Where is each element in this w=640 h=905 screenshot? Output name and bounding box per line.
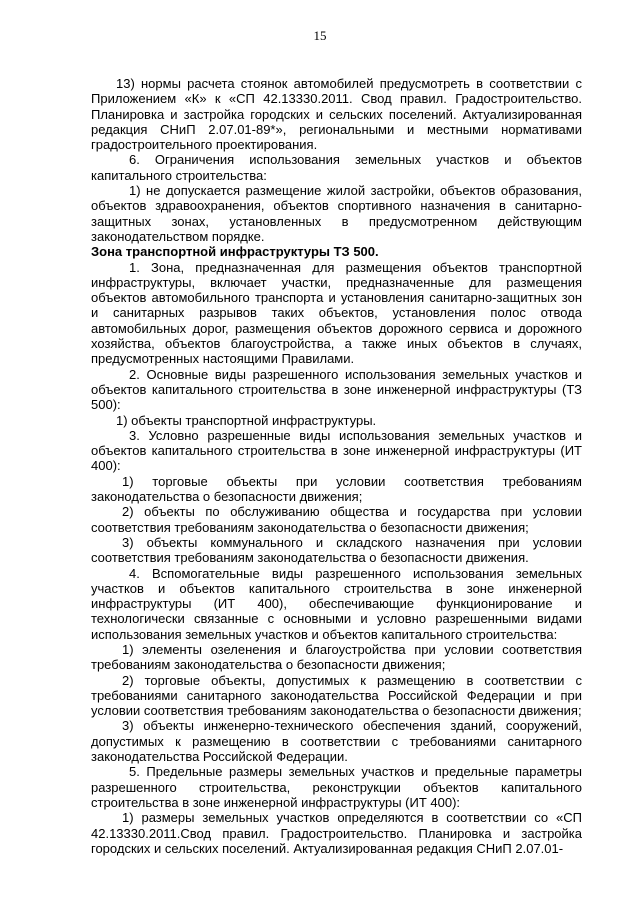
paragraph-conditional-use-item: 2) объекты по обслуживанию общества и государства при условии соответствия требованиям законодательства о безопасности движения; (91, 504, 582, 535)
paragraph-restriction-item: 1) не допускается размещение жилой застройки, объектов образования, объектов здравоохранения, объектов спортивного назначения в санитарно-защитных зонах, установленных в предусмотренном действующим законодательством порядке. (91, 183, 582, 244)
section-heading: Зона транспортной инфраструктуры ТЗ 500. (91, 244, 379, 260)
paragraph-main-uses: 2. Основные виды разрешенного использования земельных участков и объектов капитального строительства в зоне инженерной инфраструктуры (ТЗ 500): (91, 366, 582, 413)
paragraph-auxiliary-use-item: 2) торговые объекты, допустимых к размещению в соответствии с требованиями санитарного законодательства Российской Федерации и при условии соответствия требованиям законодательства о безопасности движения; (91, 672, 582, 719)
paragraph-conditional-use-item: 1) торговые объекты при условии соответствия требованиям законодательства о безопасности движения; (91, 473, 582, 505)
document-body (91, 76, 582, 856)
paragraph-conditional-use-item: 3) объекты коммунального и складского назначения при условии соответствия требованиям законодательства о безопасности движения. (91, 534, 582, 566)
paragraph-auxiliary-use-item: 1) элементы озеленения и благоустройства при условии соответствия требованиям законодательства о безопасности движения; (91, 641, 582, 673)
paragraph-auxiliary-use-item: 3) объекты инженерно-технического обеспечения зданий, сооружений, допустимых к размещению в соответствии с требованиями санитарного законодательства Российской Федерации. (91, 718, 582, 765)
paragraph-zone-description: 1. Зона, предназначенная для размещения объектов транспортной инфраструктуры, включает участки, предназначенные для размещения объектов автомобильного транспорта и установления санитарно-защитных зон и санитарных разрывов таких объектов, установления полос отвода автомобильных дорог, размещения объектов дорожного сервиса и дорожного хозяйства, объектов благоустройства, а также иных объектов в случаях, предусмотренных настоящими Правилами. (91, 259, 582, 367)
page-number: 15 (313, 28, 327, 43)
paragraph-parking-norms: 13) нормы расчета стоянок автомобилей предусмотреть в соответствии с Приложением «К» к «СП 42.13330.2011. Свод правил. Градостроительство. Планировка и застройка городских и сельских поселений. Актуализированная редакция СНиП 2.07.01-89*», региональными и местными нормативами градостроительного проектирования. (91, 76, 582, 153)
paragraph-auxiliary-uses: 4. Вспомогательные виды разрешенного использования земельных участков и объектов капитального строительства в зоне инженерной инфраструктуры (ИТ 400), обеспечивающие функционирование и технологически связанные с основными и условно разрешенными видами использования земельных участков и объектов капитального строительства: (91, 565, 582, 642)
paragraph-conditional-uses: 3. Условно разрешенные виды использования земельных участков и объектов капитального строительства в зоне инженерной инфраструктуры (ИТ 400): (91, 427, 582, 474)
paragraph-restrictions: 6. Ограничения использования земельных участков и объектов капитального строительства: (91, 152, 582, 183)
paragraph-main-use-item: 1) объекты транспортной инфраструктуры. (116, 412, 377, 428)
paragraph-limit-parameter-item: 1) размеры земельных участков определяются в соответствии со «СП 42.13330.2011.Свод правил. Градостроительство. Планировка и застройка городских и сельских поселений. Актуализированная редакция СНиП 2.07.01- (91, 810, 582, 856)
paragraph-limit-parameters: 5. Предельные размеры земельных участков и предельные параметры разрешенного строительства, реконструкции объектов капитального строительства в зоне инженерной инфраструктуры (ИТ 400): (91, 764, 582, 810)
